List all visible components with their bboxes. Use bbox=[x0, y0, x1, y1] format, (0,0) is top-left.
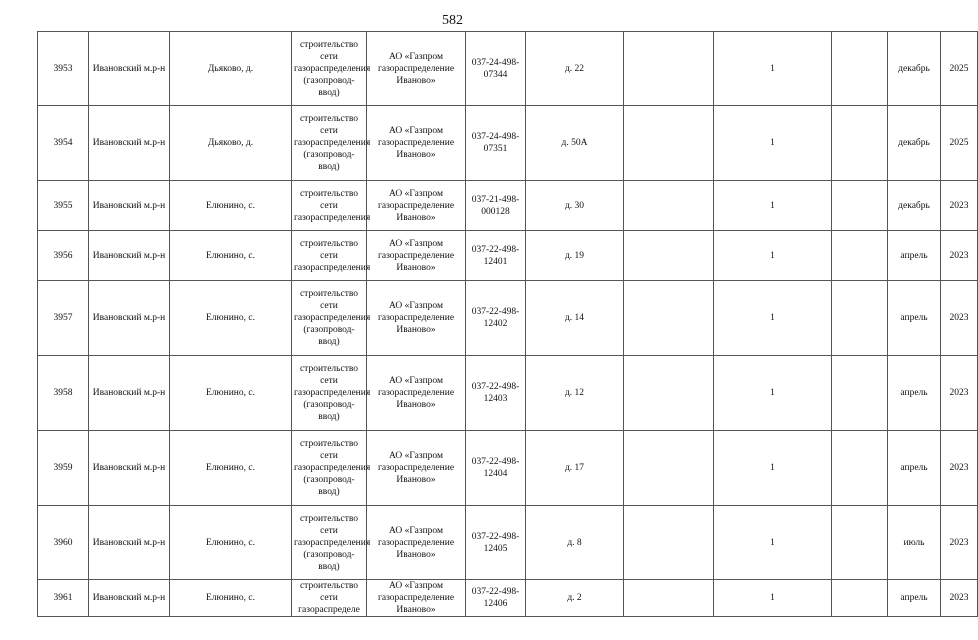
table-row bbox=[38, 281, 978, 356]
object-code-cell: 037-24-498-07344 bbox=[466, 32, 526, 106]
year-cell: 2023 bbox=[941, 431, 978, 506]
count-cell: 1 bbox=[714, 580, 832, 617]
work-type-cell: строительство сети газораспределения (газопровод-ввод) bbox=[292, 506, 367, 580]
locality-cell: Дьяково, д. bbox=[170, 32, 292, 106]
organization-cell: АО «Газпром газораспределение Иваново» bbox=[367, 106, 466, 181]
district-cell: Ивановский м.р-н bbox=[89, 231, 170, 281]
object-code-cell: 037-24-498-07351 bbox=[466, 106, 526, 181]
row-number: 3956 bbox=[38, 231, 89, 281]
house-cell: д. 19 bbox=[526, 231, 624, 281]
empty-cell bbox=[624, 431, 714, 506]
district-cell: Ивановский м.р-н bbox=[89, 106, 170, 181]
row-number: 3960 bbox=[38, 506, 89, 580]
district-cell: Ивановский м.р-н bbox=[89, 431, 170, 506]
year-cell: 2025 bbox=[941, 106, 978, 181]
house-cell: д. 17 bbox=[526, 431, 624, 506]
district-cell: Ивановский м.р-н bbox=[89, 281, 170, 356]
empty-cell bbox=[832, 281, 888, 356]
gasification-table bbox=[37, 31, 978, 617]
count-cell: 1 bbox=[714, 281, 832, 356]
month-cell: декабрь bbox=[888, 32, 941, 106]
house-cell: д. 8 bbox=[526, 506, 624, 580]
locality-cell: Елюнино, с. bbox=[170, 431, 292, 506]
organization-cell: АО «Газпром газораспределение Иваново» bbox=[367, 32, 466, 106]
year-cell: 2023 bbox=[941, 181, 978, 231]
table-row bbox=[38, 580, 978, 617]
table-row bbox=[38, 431, 978, 506]
work-type-cell: строительство сети газораспределения (газопровод-ввод) bbox=[292, 356, 367, 431]
empty-cell bbox=[832, 431, 888, 506]
empty-cell bbox=[624, 506, 714, 580]
row-number: 3955 bbox=[38, 181, 89, 231]
empty-cell bbox=[832, 231, 888, 281]
row-number: 3958 bbox=[38, 356, 89, 431]
empty-cell bbox=[832, 580, 888, 617]
locality-cell: Елюнино, с. bbox=[170, 281, 292, 356]
table-row bbox=[38, 32, 978, 106]
object-code-cell: 037-22-498-12403 bbox=[466, 356, 526, 431]
year-cell: 2023 bbox=[941, 580, 978, 617]
month-cell: апрель bbox=[888, 356, 941, 431]
table-row bbox=[38, 506, 978, 580]
table-row bbox=[38, 356, 978, 431]
locality-cell: Дьяково, д. bbox=[170, 106, 292, 181]
organization-cell: АО «Газпром газораспределение Иваново» bbox=[367, 281, 466, 356]
row-number: 3959 bbox=[38, 431, 89, 506]
organization-cell: АО «Газпром газораспределение Иваново» bbox=[367, 356, 466, 431]
year-cell: 2023 bbox=[941, 231, 978, 281]
work-type-cell: строительство сети газораспределения bbox=[292, 231, 367, 281]
count-cell: 1 bbox=[714, 431, 832, 506]
empty-cell bbox=[624, 32, 714, 106]
locality-cell: Елюнино, с. bbox=[170, 181, 292, 231]
object-code-cell: 037-22-498-12406 bbox=[466, 580, 526, 617]
row-number: 3961 bbox=[38, 580, 89, 617]
district-cell: Ивановский м.р-н bbox=[89, 506, 170, 580]
work-type-cell: строительство сети газораспределения bbox=[292, 181, 367, 231]
empty-cell bbox=[832, 106, 888, 181]
table-row bbox=[38, 106, 978, 181]
organization-cell: АО «Газпром газораспределение Иваново» bbox=[367, 181, 466, 231]
count-cell: 1 bbox=[714, 181, 832, 231]
year-cell: 2025 bbox=[941, 32, 978, 106]
table-row bbox=[38, 231, 978, 281]
empty-cell bbox=[624, 181, 714, 231]
district-cell: Ивановский м.р-н bbox=[89, 580, 170, 617]
empty-cell bbox=[624, 580, 714, 617]
object-code-cell: 037-22-498-12401 bbox=[466, 231, 526, 281]
organization-cell: АО «Газпром газораспределение Иваново» bbox=[367, 580, 466, 617]
house-cell: д. 2 bbox=[526, 580, 624, 617]
count-cell: 1 bbox=[714, 231, 832, 281]
object-code-cell: 037-22-498-12402 bbox=[466, 281, 526, 356]
house-cell: д. 50А bbox=[526, 106, 624, 181]
count-cell: 1 bbox=[714, 506, 832, 580]
locality-cell: Елюнино, с. bbox=[170, 231, 292, 281]
work-type-cell: строительство сети газораспределения (газопровод-ввод) bbox=[292, 281, 367, 356]
empty-cell bbox=[624, 281, 714, 356]
year-cell: 2023 bbox=[941, 356, 978, 431]
work-type-cell: строительство сети газораспределения (газопровод-ввод) bbox=[292, 106, 367, 181]
count-cell: 1 bbox=[714, 356, 832, 431]
month-cell: апрель bbox=[888, 431, 941, 506]
year-cell: 2023 bbox=[941, 506, 978, 580]
work-type-cell: строительство сети газораспределения (газопровод-ввод) bbox=[292, 431, 367, 506]
empty-cell bbox=[832, 32, 888, 106]
empty-cell bbox=[832, 181, 888, 231]
organization-cell: АО «Газпром газораспределение Иваново» bbox=[367, 231, 466, 281]
district-cell: Ивановский м.р-н bbox=[89, 32, 170, 106]
row-number: 3957 bbox=[38, 281, 89, 356]
work-type-cell: строительство сети газораспределения (газопровод-ввод) bbox=[292, 32, 367, 106]
object-code-cell: 037-21-498-000128 bbox=[466, 181, 526, 231]
object-code-cell: 037-22-498-12405 bbox=[466, 506, 526, 580]
locality-cell: Елюнино, с. bbox=[170, 356, 292, 431]
page-number: 582 bbox=[442, 13, 463, 28]
house-cell: д. 30 bbox=[526, 181, 624, 231]
empty-cell bbox=[624, 106, 714, 181]
year-cell: 2023 bbox=[941, 281, 978, 356]
work-type-cell: строительство сети газораспределе bbox=[292, 580, 367, 617]
row-number: 3954 bbox=[38, 106, 89, 181]
month-cell: июль bbox=[888, 506, 941, 580]
organization-cell: АО «Газпром газораспределение Иваново» bbox=[367, 431, 466, 506]
object-code-cell: 037-22-498-12404 bbox=[466, 431, 526, 506]
count-cell: 1 bbox=[714, 32, 832, 106]
month-cell: апрель bbox=[888, 580, 941, 617]
table-row bbox=[38, 181, 978, 231]
month-cell: апрель bbox=[888, 281, 941, 356]
organization-cell: АО «Газпром газораспределение Иваново» bbox=[367, 506, 466, 580]
month-cell: апрель bbox=[888, 231, 941, 281]
locality-cell: Елюнино, с. bbox=[170, 506, 292, 580]
house-cell: д. 22 bbox=[526, 32, 624, 106]
district-cell: Ивановский м.р-н bbox=[89, 356, 170, 431]
empty-cell bbox=[832, 356, 888, 431]
district-cell: Ивановский м.р-н bbox=[89, 181, 170, 231]
row-number: 3953 bbox=[38, 32, 89, 106]
empty-cell bbox=[624, 356, 714, 431]
locality-cell: Елюнино, с. bbox=[170, 580, 292, 617]
house-cell: д. 12 bbox=[526, 356, 624, 431]
month-cell: декабрь bbox=[888, 181, 941, 231]
empty-cell bbox=[832, 506, 888, 580]
empty-cell bbox=[624, 231, 714, 281]
month-cell: декабрь bbox=[888, 106, 941, 181]
count-cell: 1 bbox=[714, 106, 832, 181]
house-cell: д. 14 bbox=[526, 281, 624, 356]
